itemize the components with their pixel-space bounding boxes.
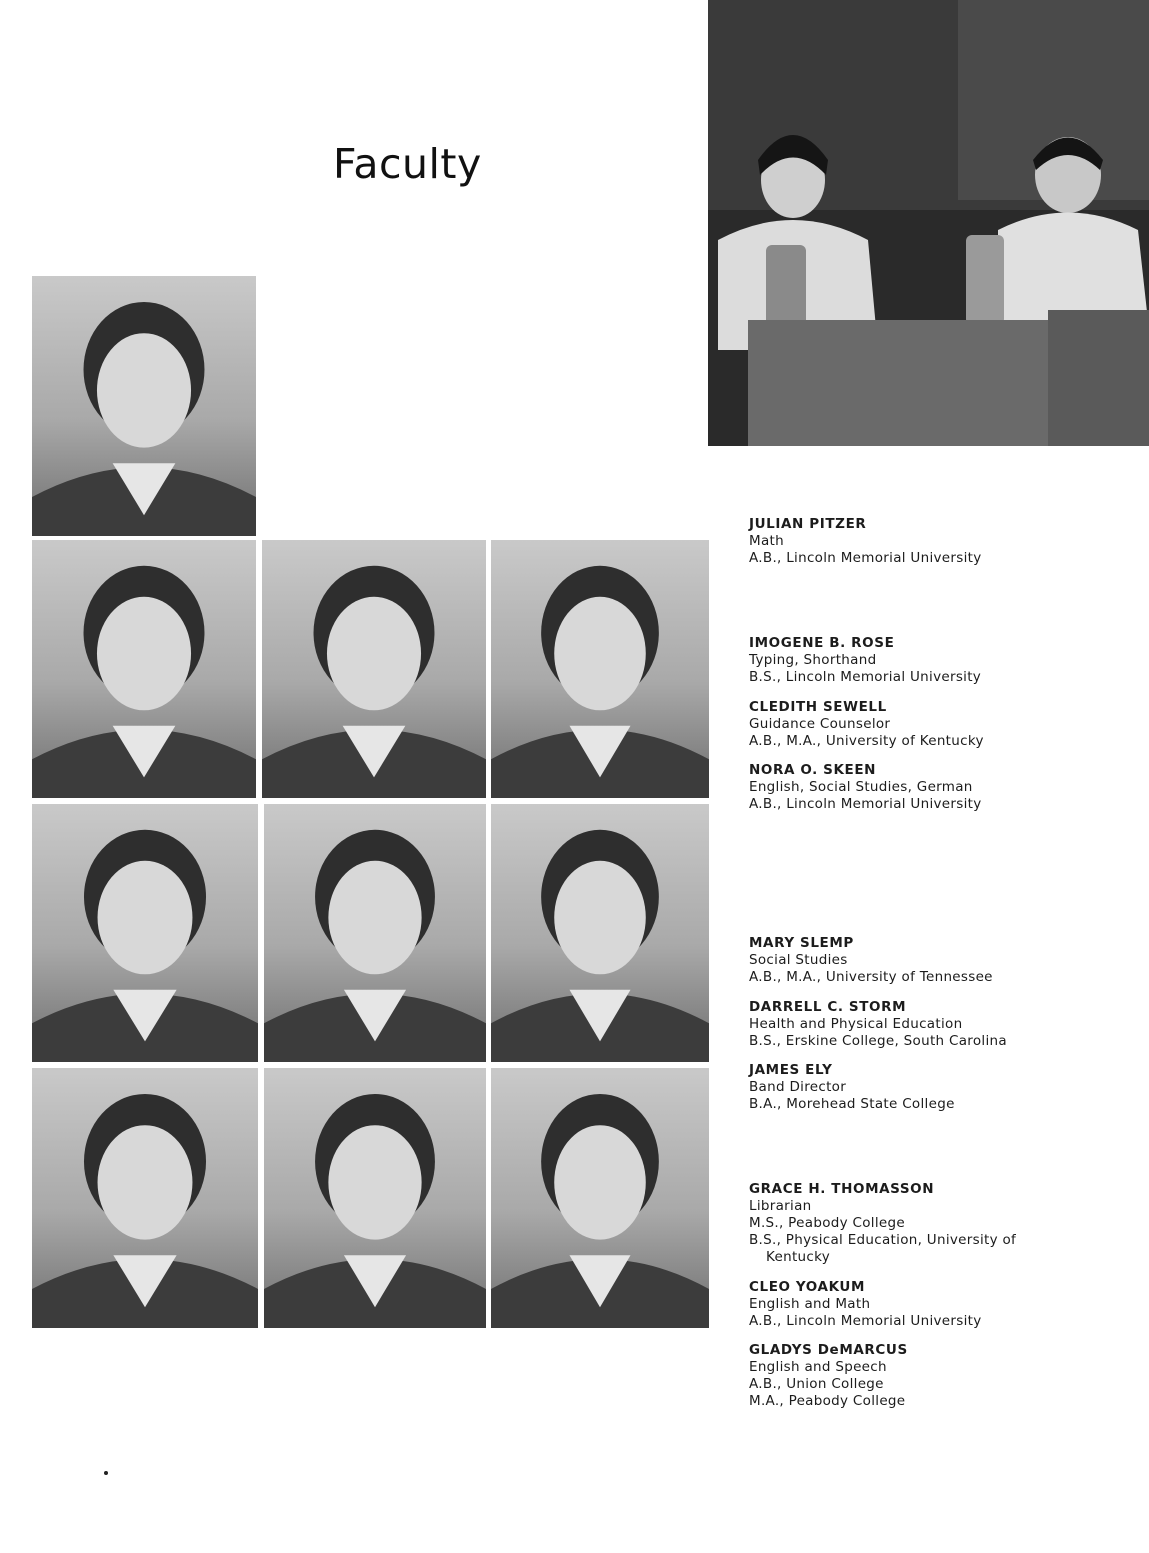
- faculty-entry-demarcus: [749, 1342, 908, 1410]
- faculty-degree: Kentucky: [766, 1249, 831, 1265]
- portrait-silhouette: [264, 1068, 486, 1328]
- faculty-entry-rose: [749, 635, 981, 686]
- faculty-subject: Typing, Shorthand: [749, 652, 877, 668]
- portrait-silhouette: [32, 540, 256, 798]
- faculty-entry-skeen: [749, 762, 982, 813]
- faculty-name: IMOGENE B. ROSE: [749, 635, 895, 651]
- faculty-name: JAMES ELY: [749, 1062, 833, 1078]
- faculty-name: CLEDITH SEWELL: [749, 699, 887, 715]
- faculty-degree: A.B., Lincoln Memorial University: [749, 796, 982, 812]
- faculty-entry-storm: [749, 999, 1007, 1050]
- faculty-degree: B.S., Erskine College, South Carolina: [749, 1033, 1007, 1049]
- portrait-grace-thomasson: [32, 1068, 258, 1328]
- print-speck: [104, 1471, 108, 1475]
- faculty-subject: English, Social Studies, German: [749, 779, 973, 795]
- portrait-silhouette: [491, 804, 709, 1062]
- faculty-subject: English and Speech: [749, 1359, 887, 1375]
- portrait-silhouette: [491, 1068, 709, 1328]
- portrait-darrell-storm: [264, 804, 486, 1062]
- faculty-name: DARRELL C. STORM: [749, 999, 907, 1015]
- faculty-degree: A.B., Union College: [749, 1376, 884, 1392]
- faculty-name: GLADYS DeMARCUS: [749, 1342, 908, 1358]
- portrait-silhouette: [32, 804, 258, 1062]
- faculty-subject: Band Director: [749, 1079, 847, 1095]
- faculty-name: MARY SLEMP: [749, 935, 854, 951]
- faculty-subject: Social Studies: [749, 952, 848, 968]
- portrait-cleo-yoakum: [264, 1068, 486, 1328]
- faculty-entry-thomasson: [749, 1181, 1016, 1266]
- faculty-entry-sewell: [749, 699, 984, 750]
- faculty-degree: A.B., M.A., University of Kentucky: [749, 733, 984, 749]
- portrait-julian-pitzer: [32, 276, 256, 536]
- faculty-entry-yoakum: [749, 1279, 982, 1330]
- faculty-entry-pitzer: [749, 516, 982, 567]
- portrait-silhouette: [262, 540, 486, 798]
- faculty-entry-ely: [749, 1062, 955, 1113]
- faculty-subject: English and Math: [749, 1296, 871, 1312]
- portrait-gladys-demarcus: [491, 1068, 709, 1328]
- faculty-degree: A.B., Lincoln Memorial University: [749, 1313, 982, 1329]
- faculty-degree: M.S., Peabody College: [749, 1215, 905, 1231]
- portrait-james-ely: [491, 804, 709, 1062]
- portrait-silhouette: [32, 1068, 258, 1328]
- page-title: Faculty: [333, 140, 482, 188]
- portrait-cledith-sewell: [262, 540, 486, 798]
- portrait-silhouette: [491, 540, 709, 798]
- group-photo: [708, 0, 1149, 446]
- portrait-imogene-rose: [32, 540, 256, 798]
- faculty-degree: B.S., Physical Education, University of: [749, 1232, 1017, 1248]
- faculty-subject: Guidance Counselor: [749, 716, 891, 732]
- faculty-name: NORA O. SKEEN: [749, 762, 877, 778]
- faculty-name: GRACE H. THOMASSON: [749, 1181, 935, 1197]
- portrait-silhouette: [32, 276, 256, 536]
- faculty-degree: A.B., Lincoln Memorial University: [749, 550, 982, 566]
- faculty-subject: Librarian: [749, 1198, 812, 1214]
- faculty-name: JULIAN PITZER: [749, 516, 867, 532]
- faculty-degree: B.A., Morehead State College: [749, 1096, 955, 1112]
- portrait-nora-skeen: [491, 540, 709, 798]
- faculty-degree: B.S., Lincoln Memorial University: [749, 669, 982, 685]
- faculty-subject: Math: [749, 533, 784, 549]
- faculty-name: CLEO YOAKUM: [749, 1279, 865, 1295]
- portrait-silhouette: [264, 804, 486, 1062]
- faculty-subject: Health and Physical Education: [749, 1016, 963, 1032]
- faculty-degree: M.A., Peabody College: [749, 1393, 906, 1409]
- faculty-degree: A.B., M.A., University of Tennessee: [749, 969, 993, 985]
- faculty-entry-slemp: [749, 935, 993, 986]
- portrait-mary-slemp: [32, 804, 258, 1062]
